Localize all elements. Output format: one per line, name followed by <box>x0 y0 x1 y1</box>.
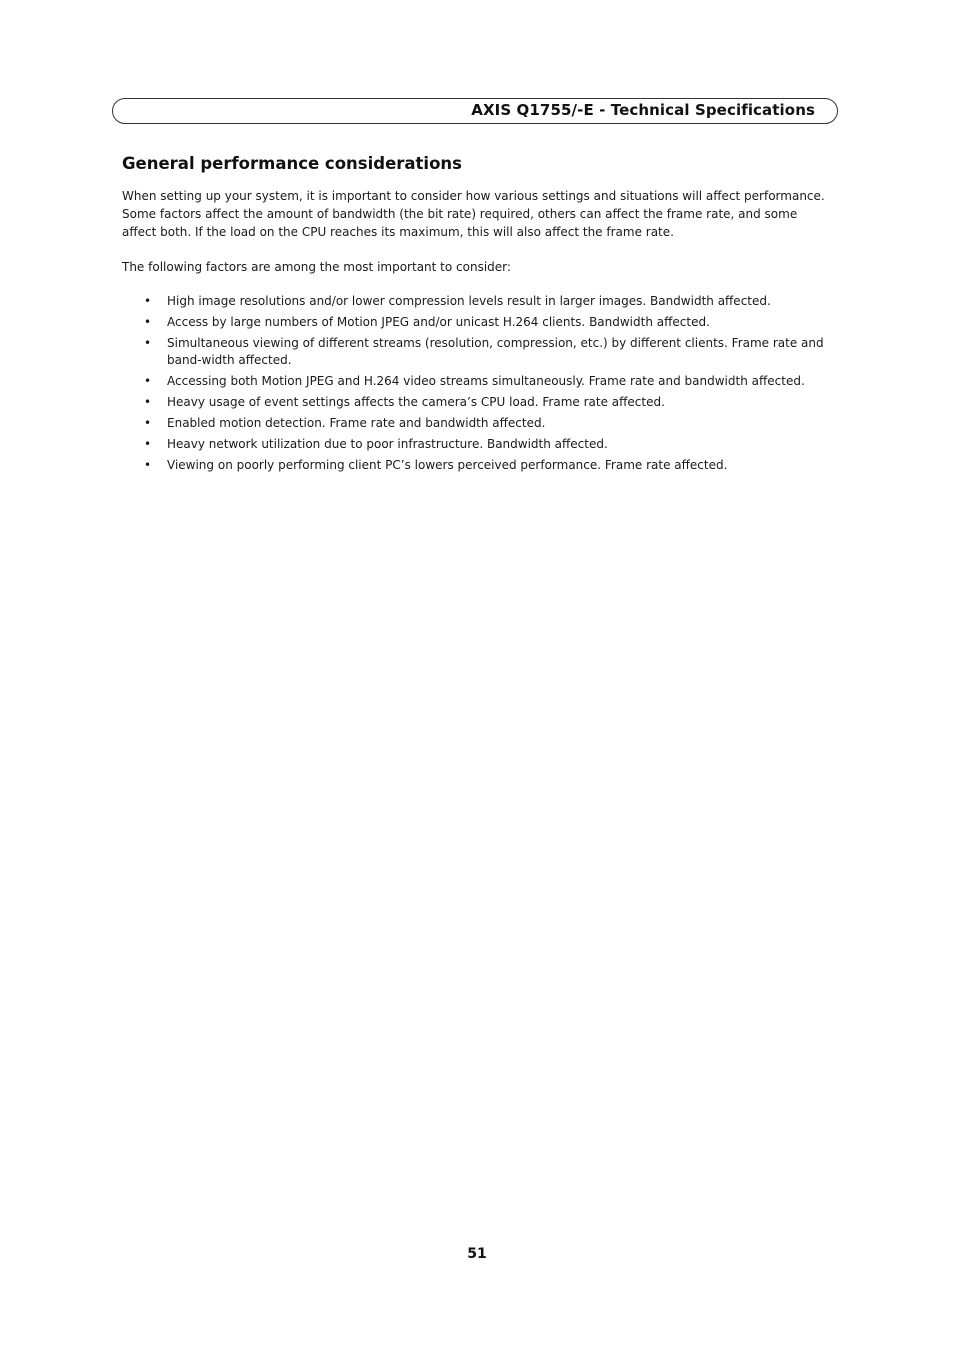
list-item-text: Viewing on poorly performing client PC’s lowers perceived performance. Frame rate affected. <box>167 458 728 472</box>
document-title: AXIS Q1755/-E - Technical Specifications <box>471 101 815 119</box>
list-item <box>122 293 828 310</box>
list-item-text: Heavy usage of event settings affects the camera’s CPU load. Frame rate affected. <box>167 395 665 409</box>
page-number: 51 <box>467 1246 487 1262</box>
list-item-text: Heavy network utilization due to poor infrastructure. Bandwidth affected. <box>167 437 608 451</box>
bullet-icon: • <box>144 294 152 308</box>
bullet-icon: • <box>144 336 152 350</box>
list-item-text: Access by large numbers of Motion JPEG and/or unicast H.264 clients. Bandwidth affected. <box>167 315 710 329</box>
list-item-text: Enabled motion detection. Frame rate and bandwidth affected. <box>167 416 546 430</box>
list-item <box>122 415 828 432</box>
bullet-icon: • <box>144 416 152 430</box>
list-item <box>122 394 828 411</box>
bullet-icon: • <box>144 374 152 388</box>
bullet-icon: • <box>144 395 152 409</box>
bullet-icon: • <box>144 458 152 472</box>
factor-list <box>122 293 828 478</box>
lead-paragraph: The following factors are among the most important to consider: <box>122 260 511 274</box>
list-item-text: Accessing both Motion JPEG and H.264 video streams simultaneously. Frame rate and bandwidth affected. <box>167 374 805 388</box>
list-item <box>122 457 828 474</box>
bullet-icon: • <box>144 315 152 329</box>
list-item-text: Simultaneous viewing of different streams (resolution, compression, etc.) by different clients. Frame rate and band-width affected. <box>167 336 824 367</box>
header-bar <box>112 98 838 124</box>
list-item <box>122 314 828 331</box>
list-item <box>122 335 828 369</box>
list-item-text: High image resolutions and/or lower compression levels result in larger images. Bandwidth affected. <box>167 294 771 308</box>
bullet-icon: • <box>144 437 152 451</box>
section-heading: General performance considerations <box>122 154 462 173</box>
list-item <box>122 373 828 390</box>
intro-paragraph: When setting up your system, it is important to consider how various settings and situations will affect performance. Some factors affect the amount of bandwidth (the bit rate) required, others can affect the frame rate, and some affect both. If the load on the CPU reaches its maximum, this will also affect the frame rate. <box>122 189 825 239</box>
list-item <box>122 436 828 453</box>
